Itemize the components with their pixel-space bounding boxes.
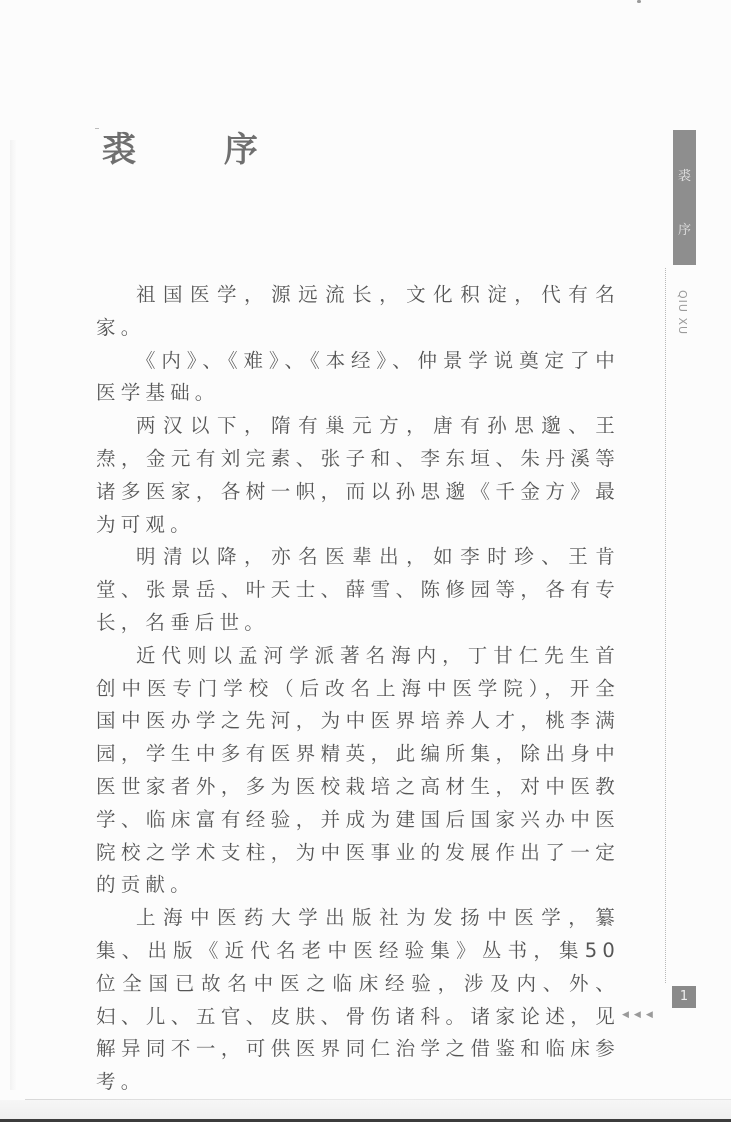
side-tab-char-2: 序	[677, 223, 691, 238]
preface-body	[96, 279, 620, 1099]
page-number-badge: 1	[672, 986, 696, 1008]
paragraph: 《内》、《难》、《本经》、仲景学说奠定了中医学基础。	[96, 348, 620, 405]
side-tab-pinyin: QIU XU	[676, 290, 689, 336]
paragraph: 祖国医学，源远流长，文化积淀，代有名家。	[96, 283, 620, 339]
page-bottom-margin	[0, 1100, 731, 1119]
paragraph: 近代则以孟河学派著名海内，丁甘仁先生首创中医专门学校（后改名上海中医学院），开全国中医办学之先河，为中医界培养人才，桃李满园，学生中多有医界精英，此编所集，除出身中医世家者外，多为医校栽培之高材生，对中医教学、临床富有经验，并成为建国后国家兴办中医院校之学术支柱，为中医事业的发展作出了一定的贡献。	[96, 643, 620, 897]
paragraph: 明清以降，亦名医辈出，如李时珍、王肯堂、张景岳、叶天士、薛雪、陈修园等，各有专长，名垂后世。	[96, 545, 620, 634]
paragraph: 上海中医药大学出版社为发扬中医学，纂集、出版《近代名老中医经验集》丛书，集50位全国已故名中医之临床经验，涉及内、外、妇、儿、五官、皮肤、骨伤诸科。诸家论述，见解异同不一，可供医界同仁治学之借鉴和临床参考。	[96, 906, 620, 1094]
margin-dotted-line	[665, 268, 666, 983]
page-gutter-shadow	[10, 140, 16, 1090]
scan-mark	[637, 0, 641, 3]
paragraph: 两汉以下，隋有巢元方，唐有孙思邈、王焘，金元有刘完素、张子和、李东垣、朱丹溪等诸多医家，各树一帜，而以孙思邈《千金方》最为可观。	[96, 414, 620, 536]
page-title: 裘 序	[102, 130, 296, 170]
title-mark	[95, 128, 99, 129]
triple-left-arrow-icon: ◀◀◀	[622, 1010, 658, 1020]
section-side-tab	[673, 130, 696, 265]
side-tab-char-1: 裘	[677, 169, 691, 184]
